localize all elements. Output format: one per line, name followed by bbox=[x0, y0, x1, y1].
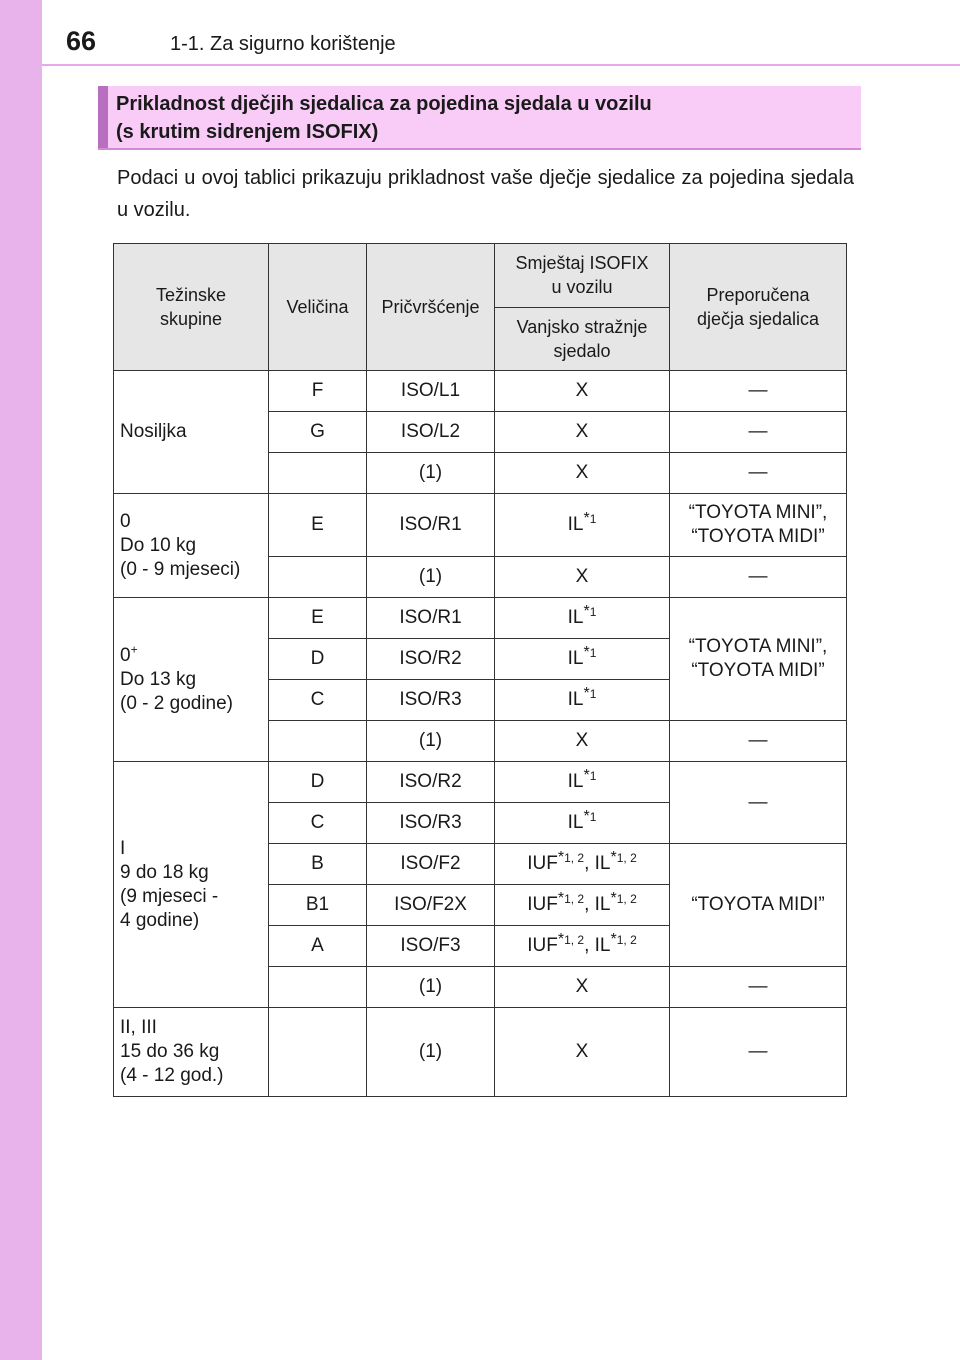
side-tab-strip bbox=[0, 0, 42, 1360]
seat-cell: X bbox=[495, 1008, 670, 1097]
fixture-cell: (1) bbox=[367, 721, 495, 762]
fixture-cell: ISO/R3 bbox=[367, 680, 495, 721]
seat-cell: IUF$^{*1, 2}$, IL$^{*1, 2}$ bbox=[495, 926, 670, 967]
seat-cell: X bbox=[495, 453, 670, 494]
fixture-cell: (1) bbox=[367, 453, 495, 494]
size-cell bbox=[269, 721, 367, 762]
fixture-cell: (1) bbox=[367, 967, 495, 1008]
seat-cell: IL$^{*1}$ bbox=[495, 762, 670, 803]
seat-cell: X bbox=[495, 371, 670, 412]
fixture-cell: ISO/R3 bbox=[367, 803, 495, 844]
fixture-cell: (1) bbox=[367, 1008, 495, 1097]
fixture-cell: ISO/L1 bbox=[367, 371, 495, 412]
recommended-cell: — bbox=[670, 371, 847, 412]
recommended-cell: “TOYOTA MINI”, “TOYOTA MIDI” bbox=[670, 494, 847, 557]
seat-cell: X bbox=[495, 721, 670, 762]
section-heading-box bbox=[98, 86, 861, 150]
size-cell: E bbox=[269, 494, 367, 557]
size-cell: D bbox=[269, 762, 367, 803]
seat-cell: IL$^{*1}$ bbox=[495, 494, 670, 557]
seat-cell: IL$^{*1}$ bbox=[495, 803, 670, 844]
header-recommended-seat: Preporučena dječja sjedalica bbox=[670, 244, 847, 371]
size-cell bbox=[269, 1008, 367, 1097]
header-isofix-position: Smještaj ISOFIX u vozilu bbox=[495, 244, 670, 308]
page-number: 66 bbox=[66, 26, 97, 56]
group-cell: I 9 do 18 kg (9 mjeseci - 4 godine) bbox=[114, 762, 269, 1008]
fixture-cell: ISO/F2X bbox=[367, 885, 495, 926]
recommended-cell: — bbox=[670, 967, 847, 1008]
size-cell: B bbox=[269, 844, 367, 885]
seat-cell: IL$^{*1}$ bbox=[495, 639, 670, 680]
isofix-suitability-table bbox=[113, 243, 847, 1097]
table-row bbox=[114, 762, 847, 803]
section-accent-bar bbox=[98, 86, 108, 148]
table-row bbox=[114, 1008, 847, 1097]
header-outer-rear-seat: Vanjsko stražnje sjedalo bbox=[495, 307, 670, 371]
table-row bbox=[114, 371, 847, 412]
group-cell: II, III 15 do 36 kg (4 - 12 god.) bbox=[114, 1008, 269, 1097]
fixture-cell: ISO/R2 bbox=[367, 639, 495, 680]
fixture-cell: ISO/F2 bbox=[367, 844, 495, 885]
size-cell: B1 bbox=[269, 885, 367, 926]
fixture-cell: (1) bbox=[367, 557, 495, 598]
seat-cell: IUF$^{*1, 2}$, IL$^{*1, 2}$ bbox=[495, 885, 670, 926]
recommended-cell: — bbox=[670, 721, 847, 762]
size-cell bbox=[269, 557, 367, 598]
group-cell: 0 Do 10 kg (0 - 9 mjeseci) bbox=[114, 494, 269, 598]
size-cell: E bbox=[269, 598, 367, 639]
size-cell bbox=[269, 967, 367, 1008]
header-divider bbox=[42, 64, 960, 66]
seat-cell: IL$^{*1}$ bbox=[495, 598, 670, 639]
size-cell: D bbox=[269, 639, 367, 680]
fixture-cell: ISO/R1 bbox=[367, 598, 495, 639]
recommended-cell: — bbox=[670, 453, 847, 494]
recommended-cell: — bbox=[670, 1008, 847, 1097]
recommended-cell: — bbox=[670, 762, 847, 844]
size-cell: F bbox=[269, 371, 367, 412]
recommended-cell: — bbox=[670, 557, 847, 598]
fixture-cell: ISO/R1 bbox=[367, 494, 495, 557]
recommended-cell: “TOYOTA MINI”, “TOYOTA MIDI” bbox=[670, 598, 847, 721]
table-row bbox=[114, 494, 847, 557]
seat-cell: X bbox=[495, 557, 670, 598]
fixture-cell: ISO/R2 bbox=[367, 762, 495, 803]
size-cell bbox=[269, 453, 367, 494]
seat-cell: X bbox=[495, 967, 670, 1008]
recommended-cell: — bbox=[670, 412, 847, 453]
fixture-cell: ISO/F3 bbox=[367, 926, 495, 967]
seat-cell: IUF$^{*1, 2}$, IL$^{*1, 2}$ bbox=[495, 844, 670, 885]
fixture-cell: ISO/L2 bbox=[367, 412, 495, 453]
group-cell: 0+ Do 13 kg (0 - 2 godine) bbox=[114, 598, 269, 762]
intro-paragraph: Podaci u ovoj tablici prikazuju prikladnost vaše dječje sjedalice za pojedina sjedala u vozilu. bbox=[117, 167, 854, 221]
size-cell: C bbox=[269, 803, 367, 844]
seat-cell: X bbox=[495, 412, 670, 453]
table-row bbox=[114, 598, 847, 639]
size-cell: G bbox=[269, 412, 367, 453]
table-header-row bbox=[114, 244, 847, 308]
header-fixture: Pričvršćenje bbox=[367, 244, 495, 371]
seat-cell: IL$^{*1}$ bbox=[495, 680, 670, 721]
size-cell: C bbox=[269, 680, 367, 721]
group-cell: Nosiljka bbox=[114, 371, 269, 494]
chapter-title: 1-1. Za sigurno korištenje bbox=[170, 33, 396, 55]
header-weight-groups: Težinske skupine bbox=[114, 244, 269, 371]
size-cell: A bbox=[269, 926, 367, 967]
section-title: Prikladnost dječjih sjedalica za pojedina sjedala u vozilu (s krutim sidrenjem ISOFIX) bbox=[116, 93, 652, 143]
recommended-cell: “TOYOTA MIDI” bbox=[670, 844, 847, 967]
header-size: Veličina bbox=[269, 244, 367, 371]
